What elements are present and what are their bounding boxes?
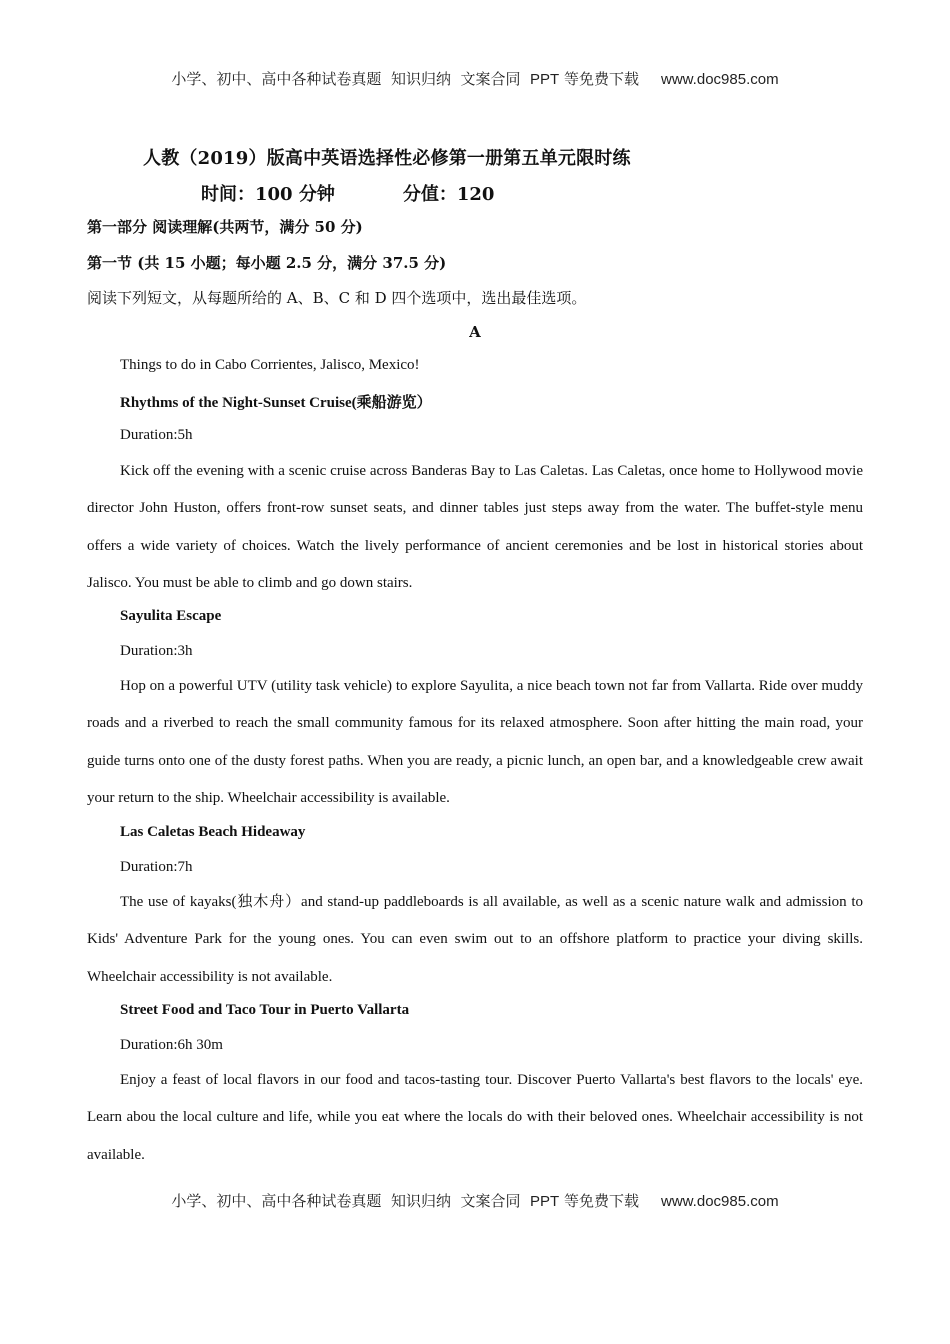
activity-duration: Duration:7h (120, 859, 193, 875)
footer-text: 小学、初中、高中各种试卷真题 知识归纳 文案合同 (171, 1192, 531, 1210)
passage-label: A (469, 323, 481, 341)
header-ppt: PPT (530, 71, 560, 88)
page-footer (0, 1190, 950, 1211)
exam-score: 分值：120 (402, 184, 495, 205)
exam-meta (201, 180, 494, 206)
activity-title: Street Food and Taco Tour in Puerto Vallarta (120, 1002, 410, 1018)
page-header (0, 68, 950, 89)
document-title: 人教（2019）版高中英语选择性必修第一册第五单元限时练 (143, 148, 631, 169)
part-heading: 第一部分 阅读理解(共两节，满分 50 分) (87, 218, 363, 236)
instruction: 阅读下列短文，从每题所给的 A、B、C 和 D 四个选项中，选出最佳选项。 (87, 289, 587, 307)
activity-title: Las Caletas Beach Hideaway (120, 824, 306, 840)
activity-description: Hop on a powerful UTV (utility task vehicle) to explore Sayulita, a nice beach town not far from Vallarta. Ride over muddy roads and a riverbed to reach the small community famous for its relaxed atmosphere. Soon after hitting the main road, your guide turns onto one of the dusty forest paths. When you are ready, a picnic lunch, an open bar, and a knowledgeable crew await your return to the ship. Wheelchair accessibility is available. (87, 678, 863, 806)
activity-title: Sayulita Escape (120, 608, 222, 624)
passage-intro: Things to do in Cabo Corrientes, Jalisco, Mexico! (120, 357, 420, 373)
activity-description: The use of kayaks(独木舟）and stand-up paddleboards is all available, as well as a scenic nature walk and admission to Kids' Adventure Park for the young ones. You can even swim out to an offshore platform to practice your diving skills. Wheelchair accessibility is not available. (87, 894, 863, 985)
activity-duration: Duration:6h 30m (120, 1037, 223, 1053)
activity-title: Rhythms of the Night-Sunset Cruise(乘船游览） (120, 395, 432, 411)
section-heading: 第一节 (共 15 小题；每小题 2.5 分，满分 37.5 分) (87, 254, 447, 272)
activity-duration: Duration:5h (120, 427, 193, 443)
activity-description: Enjoy a feast of local flavors in our food and tacos-tasting tour. Discover Puerto Vallarta's best flavors to the locals' eye. Learn abou the local culture and life, while you eat where the locals do with their beloved ones. Wheelchair accessibility is not available. (87, 1072, 863, 1163)
footer-text-2: 等免费下载 (559, 1192, 640, 1210)
footer-url: www.doc985.com (661, 1193, 779, 1210)
header-url: www.doc985.com (661, 71, 779, 88)
exam-time: 时间：100 分钟 (201, 184, 335, 205)
activity-description: Kick off the evening with a scenic cruise across Banderas Bay to Las Caletas. Las Caletas, once home to Hollywood movie director John Huston, offers front-row sunset seats, and dinner tables just steps away from the water. The buffet-style menu offers a wide variety of choices. Watch the lively performance of ancient ceremonies and be lost in historical stories about Jalisco. You must be able to climb and go down stairs. (87, 463, 863, 591)
header-text: 小学、初中、高中各种试卷真题 知识归纳 文案合同 (171, 70, 531, 88)
activity-duration: Duration:3h (120, 643, 193, 659)
header-text-2: 等免费下载 (559, 70, 640, 88)
footer-ppt: PPT (530, 1193, 560, 1210)
